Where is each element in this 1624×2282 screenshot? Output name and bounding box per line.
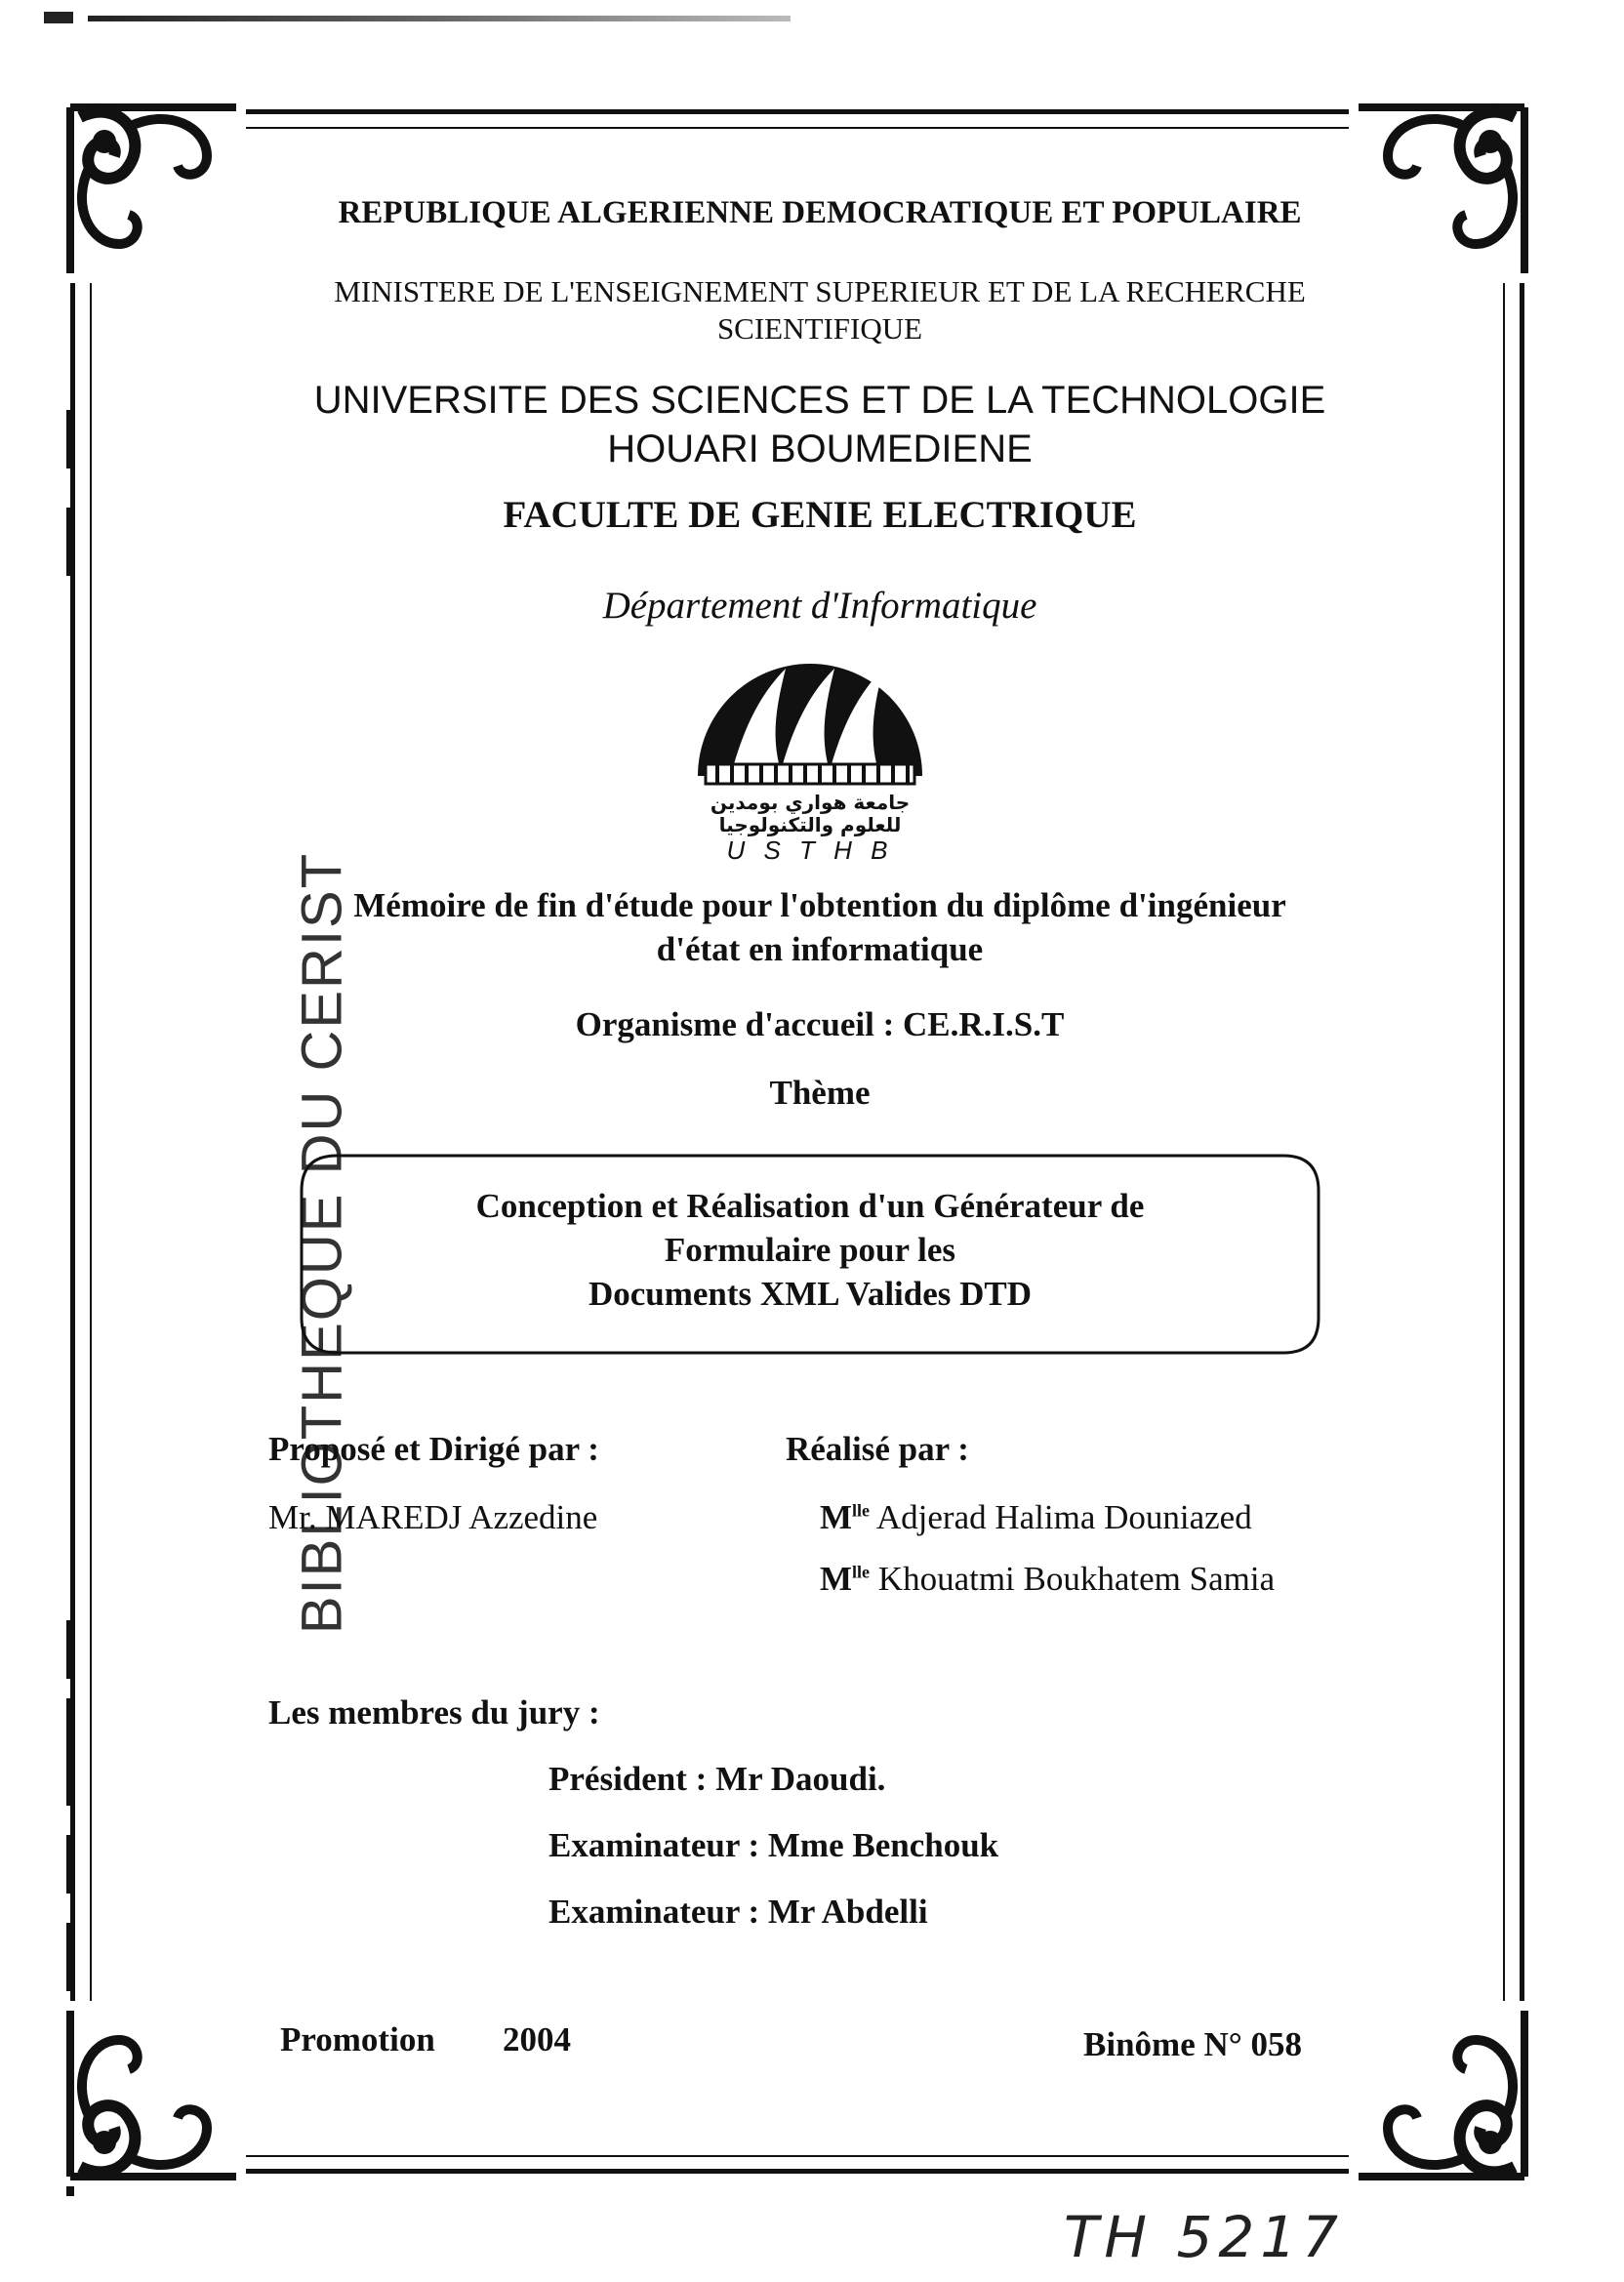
promotion-year: 2004 xyxy=(503,2020,571,2058)
logo-arabic-line-2: للعلوم والتكنولوجيا xyxy=(718,813,902,836)
ornament-bottom-right-icon xyxy=(1349,2001,1534,2186)
ministry-line-2: SCIENTIFIQUE xyxy=(716,311,923,346)
university-line-2: HOUARI BOUMEDIENE xyxy=(607,428,1033,470)
author-1-prefix: M xyxy=(820,1498,853,1536)
memoire-title xyxy=(244,883,1396,971)
jury-examinateur-1: Examinateur : Mme Benchouk xyxy=(548,1826,999,1864)
theme-line-2: Formulaire pour les xyxy=(664,1231,956,1269)
university-title xyxy=(244,376,1396,473)
faculty-title: FACULTE DE GENIE ELECTRIQUE xyxy=(503,494,1137,536)
usthb-logo xyxy=(688,639,932,865)
author-2-sup: lle xyxy=(852,1562,871,1582)
logo-arabic-line-1: جامعة هواري بومدين xyxy=(710,791,911,814)
author-1 xyxy=(820,1498,1252,1537)
jury-label: Les membres du jury : xyxy=(268,1693,600,1732)
library-stamp-text: BIBLIOTHEQUE DU CERIST xyxy=(290,851,354,1635)
memoire-line-2: d'état en informatique xyxy=(656,930,984,968)
author-2-name: Khouatmi Boukhatem Samia xyxy=(877,1560,1276,1598)
ministry-title xyxy=(244,273,1396,347)
scan-edge-artifact xyxy=(88,16,791,21)
theme-line-1: Conception et Réalisation d'un Générateur de xyxy=(475,1187,1145,1225)
author-2 xyxy=(820,1560,1275,1599)
organisme-text: Organisme d'accueil : CE.R.I.S.T xyxy=(575,1005,1065,1043)
jury-president: Président : Mr Daoudi. xyxy=(548,1760,886,1798)
binome-number: Binôme N° 058 xyxy=(1083,2025,1302,2063)
university-line-1: UNIVERSITE DES SCIENCES ET DE LA TECHNOLOGIE xyxy=(313,379,1326,422)
supervisor-name: Mr. MAREDJ Azzedine xyxy=(268,1498,598,1536)
proposed-by-label: Proposé et Dirigé par : xyxy=(268,1430,599,1468)
theme-label: Thème xyxy=(769,1074,871,1112)
logo-acronym: U S T H B xyxy=(726,835,894,865)
theme-line-3: Documents XML Valides DTD xyxy=(588,1275,1033,1313)
ornament-top-right-icon xyxy=(1349,98,1534,283)
department-title: Département d'Informatique xyxy=(602,585,1037,627)
memoire-line-1: Mémoire de fin d'étude pour l'obtention du diplôme d'ingénieur xyxy=(353,886,1286,924)
author-1-name: Adjerad Halima Douniazed xyxy=(875,1498,1252,1536)
author-2-prefix: M xyxy=(820,1560,853,1598)
handwritten-reference: TH 5217 xyxy=(1064,2204,1345,2270)
ministry-line-1: MINISTERE DE L'ENSEIGNEMENT SUPERIEUR ET DE LA RECHERCHE xyxy=(334,274,1306,308)
ornament-bottom-left-icon xyxy=(61,2001,246,2186)
scan-edge-mark xyxy=(44,12,73,23)
ornament-top-left-icon xyxy=(61,98,246,283)
promotion-label: Promotion xyxy=(280,2020,435,2058)
realised-by-label: Réalisé par : xyxy=(786,1430,969,1468)
republic-title: REPUBLIQUE ALGERIENNE DEMOCRATIQUE ET POPULAIRE xyxy=(338,195,1302,230)
university-emblem-icon xyxy=(688,639,932,786)
author-1-sup: lle xyxy=(852,1500,871,1521)
jury-examinateur-2: Examinateur : Mr Abdelli xyxy=(548,1893,928,1931)
theme-title xyxy=(298,1184,1322,1316)
